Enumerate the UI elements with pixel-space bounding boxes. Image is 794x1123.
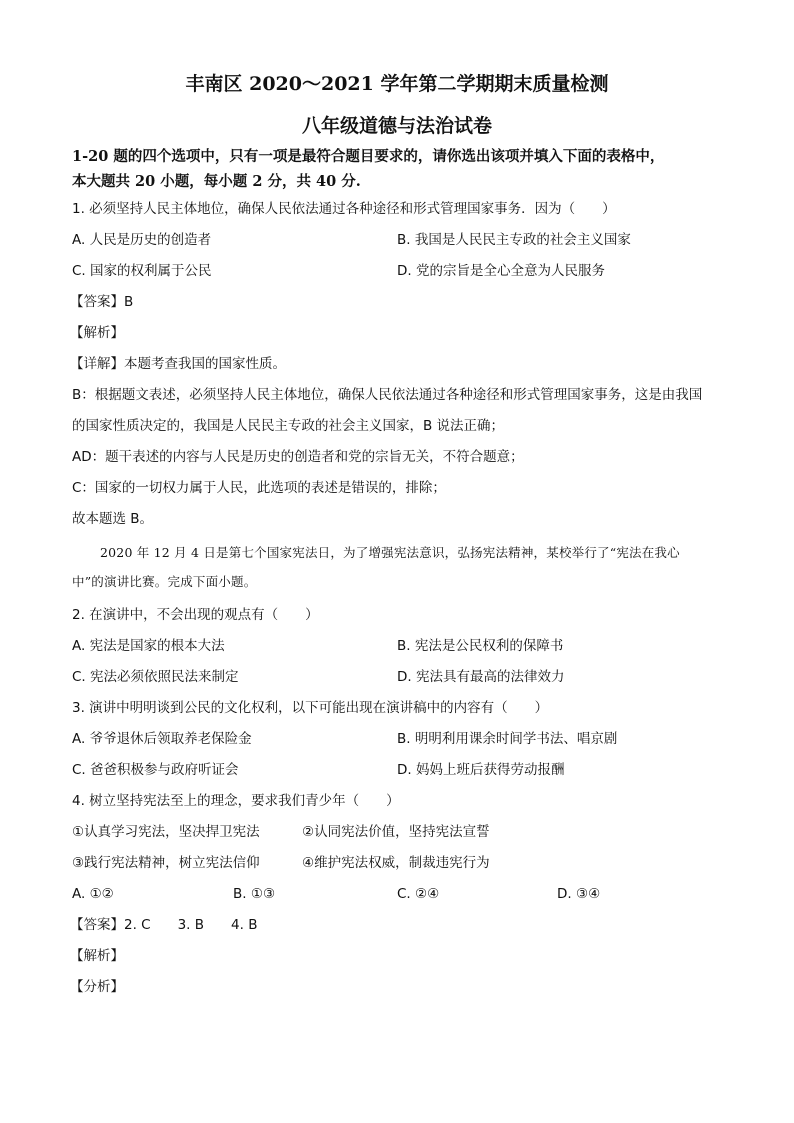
question-3-option-a: A. 爷爷退休后领取养老保险金: [72, 731, 252, 747]
question-4-option-a: A. ①②: [72, 886, 114, 902]
question-1-option-a: A. 人民是历史的创造者: [72, 232, 212, 248]
exam-title: 丰南区 2020～2021 学年第二学期期末质量检测: [185, 73, 609, 95]
question-2-option-a: A. 宪法是国家的根本大法: [72, 638, 225, 654]
question-1-analysis-heading: 【解析】: [70, 325, 124, 341]
material-line-1: 2020 年 12 月 4 日是第七个国家宪法日，为了增强宪法意识，弘扬宪法精神，某校举行了“宪法在我心: [100, 545, 680, 560]
question-1-option-b: B. 我国是人民民主专政的社会主义国家: [397, 232, 631, 248]
group-analysis-heading: 【解析】: [70, 948, 124, 964]
question-2-option-b: B. 宪法是公民权利的保障书: [397, 638, 564, 654]
material-line-2: 中”的演讲比赛。完成下面小题。: [72, 574, 257, 589]
question-3-option-b: B. 明明利用课余时间学书法、唱京剧: [397, 731, 618, 747]
question-3-option-d: D. 妈妈上班后获得劳动报酬: [397, 762, 565, 778]
question-3-stem: 3. 演讲中明明谈到公民的文化权利，以下可能出现在演讲稿中的内容有（ ）: [72, 700, 549, 716]
question-1-stem: 1. 必须坚持人民主体地位，确保人民依法通过各种途径和形式管理国家事务．因为（ ）: [72, 201, 616, 217]
question-4-statement-1: ①认真学习宪法，坚决捍卫宪法: [72, 824, 260, 840]
question-4-option-c: C. ②④: [397, 886, 440, 902]
question-1-detail: 【详解】本题考查我国的国家性质。: [70, 356, 286, 372]
exam-subtitle: 八年级道德与法治试卷: [301, 115, 492, 137]
group-answer: 【答案】2. C 3. B 4. B: [70, 917, 258, 933]
section-instructions-line-1: 1-20 题的四个选项中，只有一项是最符合题目要求的，请你选出该项并填入下面的表格中，: [72, 148, 665, 165]
question-4-statement-4: ④维护宪法权威，制裁违宪行为: [302, 855, 490, 871]
question-1-explanation-3: AD：题干表述的内容与人民是历史的创造者和党的宗旨无关，不符合题意；: [72, 449, 524, 465]
question-2-stem: 2. 在演讲中，不会出现的观点有（ ）: [72, 607, 319, 623]
question-4-option-b: B. ①③: [233, 886, 276, 902]
question-1-option-d: D. 党的宗旨是全心全意为人民服务: [397, 263, 605, 279]
question-2-option-c: C. 宪法必须依照民法来制定: [72, 669, 239, 685]
question-1-explanation-1: B：根据题文表述，必须坚持人民主体地位，确保人民依法通过各种途径和形式管理国家事务，这是由我国: [72, 387, 703, 403]
question-3-option-c: C. 爸爸积极参与政府听证会: [72, 762, 239, 778]
section-instructions-line-2: 本大题共 20 小题，每小题 2 分，共 40 分.: [72, 173, 361, 190]
question-1-option-c: C. 国家的权利属于公民: [72, 263, 212, 279]
question-1-explanation-5: 故本题选 B。: [72, 511, 154, 527]
question-4-option-d: D. ③④: [557, 886, 601, 902]
question-2-option-d: D. 宪法具有最高的法律效力: [397, 669, 565, 685]
question-4-statement-3: ③践行宪法精神，树立宪法信仰: [72, 855, 260, 871]
question-4-statement-2: ②认同宪法价值，坚持宪法宣誓: [302, 824, 490, 840]
question-1-explanation-4: C：国家的一切权力属于人民，此选项的表述是错误的，排除；: [72, 480, 446, 496]
question-1-explanation-2: 的国家性质决定的，我国是人民民主专政的社会主义国家，B 说法正确；: [72, 418, 505, 434]
question-1-answer: 【答案】B: [70, 294, 134, 310]
question-4-stem: 4. 树立坚持宪法至上的理念，要求我们青少年（ ）: [72, 793, 400, 809]
group-fenxi-heading: 【分析】: [70, 979, 124, 995]
